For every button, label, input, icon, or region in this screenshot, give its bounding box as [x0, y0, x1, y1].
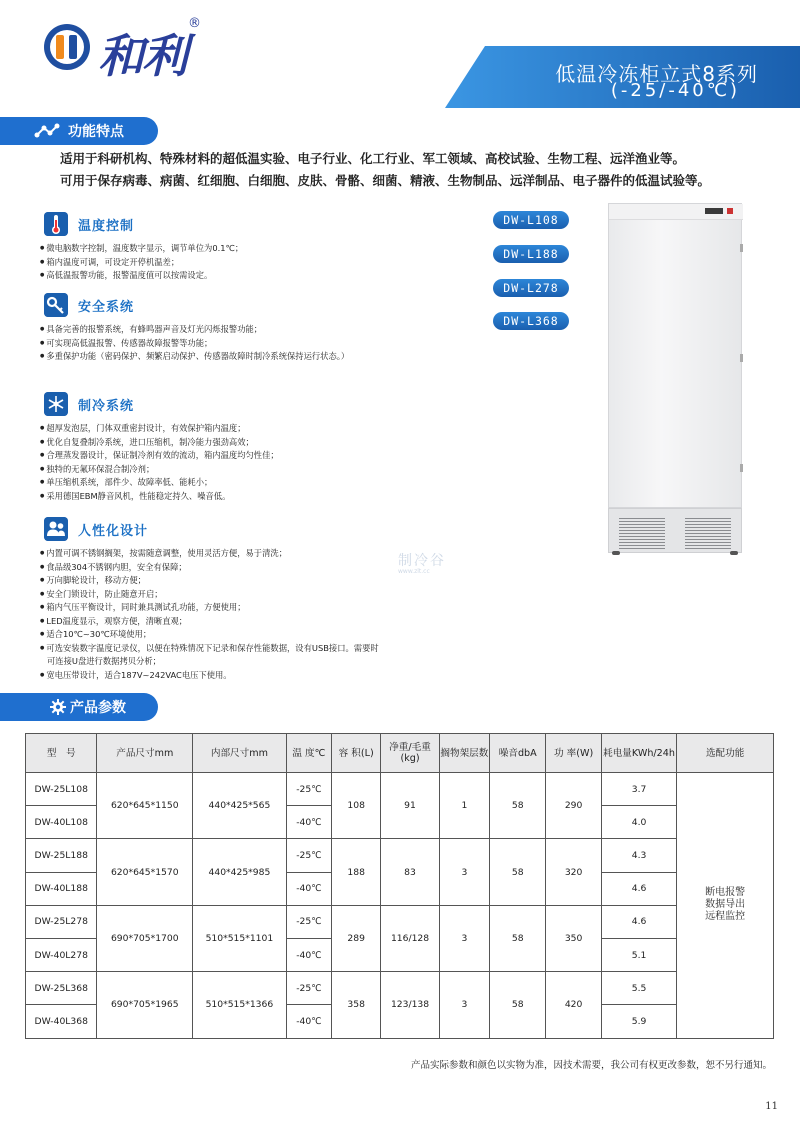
list-item: ● 超厚发泡层，门体双重密封设计，有效保护箱内温度； [40, 422, 380, 436]
cell-power: 290 [546, 773, 601, 839]
feature-title: 制冷系统 [78, 399, 135, 414]
cell-model: DW-40L278 [26, 938, 97, 971]
freezer-power-button [727, 208, 733, 214]
list-item: ● 高低温报警功能，报警温度值可以按需设定。 [40, 269, 380, 283]
cell-model: DW-40L108 [26, 806, 97, 839]
cell-energy: 5.5 [601, 972, 677, 1005]
feature-title: 温度控制 [78, 219, 135, 234]
cell-outer-size: 620*645*1570 [97, 839, 193, 905]
cell-volume: 188 [332, 839, 381, 905]
cell-inner-size: 440*425*565 [193, 773, 287, 839]
list-item: ● 内置可调不锈钢搁架，按需随意调整，使用灵活方便，易于清洗； [40, 547, 380, 561]
cell-temp: -40℃ [286, 938, 331, 971]
list-item: ● 箱内温度可调，可设定开停机温差； [40, 256, 380, 270]
cell-temp: -25℃ [286, 839, 331, 872]
cell-outer-size: 690*705*1965 [97, 972, 193, 1038]
list-item: ● 可实现高低温报警、传感器故障报警等功能； [40, 337, 380, 351]
list-item: ● 食品级304不锈钢内胆，安全有保障； [40, 561, 380, 575]
product-params-table [25, 733, 774, 1039]
door-hinge [740, 354, 743, 362]
column-header: 选配功能 [677, 734, 774, 773]
column-header: 内部尺寸mm [193, 734, 287, 773]
cell-temp: -40℃ [286, 1005, 331, 1038]
section-header-params [0, 693, 158, 721]
feature-list [40, 242, 380, 283]
column-header: 功 率(W) [546, 734, 601, 773]
list-item: ● 微电脑数字控制，温度数字显示，调节单位为0.1℃； [40, 242, 380, 256]
watermark-url: www.zlt.cc [398, 568, 430, 575]
list-item: ● 单压缩机系统，部件少、故障率低、能耗小； [40, 476, 380, 490]
list-item: ● 多重保护功能（密码保护、频繁启动保护、传感器故障时制冷系统保持运行状态。） [40, 350, 380, 364]
feature-user-design [40, 517, 380, 682]
cell-model: DW-40L188 [26, 872, 97, 905]
cell-outer-size: 620*645*1150 [97, 773, 193, 839]
list-item: ● 合理蒸发器设计，保证制冷剂有效的流动，箱内温度均匀性佳； [40, 449, 380, 463]
cell-energy: 4.0 [601, 806, 677, 839]
cell-temp: -25℃ [286, 905, 331, 938]
page-title: 低温冷冻柜立式8系列 [555, 62, 758, 86]
model-badge: DW-L278 [493, 279, 569, 297]
feature-list [40, 422, 380, 503]
list-item: ● LED温度显示，观察方便，清晰直观； [40, 615, 380, 629]
column-header: 耗电量KWh/24h [601, 734, 677, 773]
cell-shelves: 3 [439, 972, 489, 1038]
list-item: ● 独特的无氟环保混合制冷剂； [40, 463, 380, 477]
intro-line-2: 可用于保存病毒、病菌、红细胞、白细胞、皮肤、骨骼、细菌、精液、生物制品、远洋制品、电子器件的低温试验等。 [60, 173, 711, 188]
section-title-params: 产品参数 [70, 700, 126, 716]
footnote: 产品实际参数和颜色以实物为准，因技术需要，我公司有权更改参数，恕不另行通知。 [410, 1060, 772, 1071]
list-item: ● 万向脚轮设计，移动方便； [40, 574, 380, 588]
model-badge: DW-L188 [493, 245, 569, 263]
cell-shelves: 1 [439, 773, 489, 839]
registered-mark: ® [188, 16, 201, 31]
feature-title-row [40, 517, 380, 543]
cell-temp: -25℃ [286, 972, 331, 1005]
page-number: 11 [765, 1101, 778, 1112]
cell-inner-size: 510*515*1366 [193, 972, 287, 1038]
cell-weight: 91 [381, 773, 439, 839]
feature-safety-system [40, 293, 380, 364]
section-title-features: 功能特点 [68, 124, 124, 140]
cell-inner-size: 440*425*985 [193, 839, 287, 905]
key-icon [44, 293, 68, 317]
intro-line-1: 适用于科研机构、特殊材料的超低温实验、电子行业、化工行业、军工领域、高校试验、生物工程、远洋渔业等。 [60, 151, 686, 166]
door-hinge [740, 244, 743, 252]
freezer-display [705, 208, 723, 214]
cell-noise: 58 [490, 839, 546, 905]
table-row [26, 972, 774, 1005]
cell-energy: 4.6 [601, 905, 677, 938]
feature-refrigeration-system [40, 392, 380, 503]
table-row [26, 839, 774, 872]
feature-title-row [40, 293, 380, 319]
feature-title: 人性化设计 [78, 524, 149, 539]
column-header: 温 度℃ [286, 734, 331, 773]
cell-power: 420 [546, 972, 601, 1038]
cell-temp: -40℃ [286, 806, 331, 839]
cell-options [677, 773, 774, 1039]
cell-noise: 58 [490, 773, 546, 839]
cell-model: DW-40L368 [26, 1005, 97, 1038]
cell-temp: -40℃ [286, 872, 331, 905]
list-item: ● 可选安装数字温度记录仪，以便在特殊情况下记录和保存性能数据，设有USB接口。需要时可连接U盘进行数据拷贝分析； [40, 642, 380, 669]
list-item: ● 优化自复叠制冷系统，进口压缩机，制冷能力强劲高效； [40, 436, 380, 450]
door-hinge [740, 464, 743, 472]
brand-logo-icon [42, 22, 92, 72]
model-badge: DW-L108 [493, 211, 569, 229]
feature-title-row [40, 392, 380, 418]
cell-volume: 289 [332, 905, 381, 971]
list-item: ● 宽电压带设计，适合187V~242VAC电压下使用。 [40, 669, 380, 683]
freezer-base [608, 508, 742, 553]
column-header: 型 号 [26, 734, 97, 773]
snowflake-icon [44, 392, 68, 416]
cell-model: DW-25L368 [26, 972, 97, 1005]
cell-noise: 58 [490, 972, 546, 1038]
caster-wheel [612, 551, 620, 555]
table-row [26, 905, 774, 938]
feature-temperature-control [40, 212, 380, 283]
freezer-product-image [608, 203, 742, 553]
cell-outer-size: 690*705*1700 [97, 905, 193, 971]
cell-energy: 3.7 [601, 773, 677, 806]
cell-energy: 4.6 [601, 872, 677, 905]
cell-energy: 5.1 [601, 938, 677, 971]
table-header-row [26, 734, 774, 773]
gear-icon [50, 699, 66, 715]
cell-shelves: 3 [439, 905, 489, 971]
cell-weight: 116/128 [381, 905, 439, 971]
cell-power: 350 [546, 905, 601, 971]
cell-weight: 83 [381, 839, 439, 905]
vent-grille [685, 517, 731, 549]
cell-power: 320 [546, 839, 601, 905]
column-header: 产品尺寸mm [97, 734, 193, 773]
vent-grille [619, 517, 665, 549]
cell-model: DW-25L278 [26, 905, 97, 938]
thermometer-icon [44, 212, 68, 236]
list-item: ● 适合10℃~30℃环境使用； [40, 628, 380, 642]
cell-volume: 108 [332, 773, 381, 839]
freezer-control-panel [609, 204, 743, 220]
section-header-features [0, 117, 158, 145]
feature-list [40, 547, 380, 682]
feature-list [40, 323, 380, 364]
intro-text [60, 148, 760, 192]
caster-wheel [730, 551, 738, 555]
freezer-door [608, 203, 742, 508]
page-subtitle: (-25/-40℃) [610, 80, 740, 101]
list-item: ● 安全门锁设计，防止随意开启； [40, 588, 380, 602]
chart-trend-icon [34, 123, 60, 139]
list-item: ● 具备完善的报警系统，有蜂鸣器声音及灯光闪烁报警功能； [40, 323, 380, 337]
users-icon [44, 517, 68, 541]
cell-energy: 5.9 [601, 1005, 677, 1038]
cell-volume: 358 [332, 972, 381, 1038]
table-row [26, 773, 774, 806]
cell-shelves: 3 [439, 839, 489, 905]
cell-model: DW-25L108 [26, 773, 97, 806]
list-item: ● 箱内气压平衡设计，同时兼具测试孔功能，方便使用； [40, 601, 380, 615]
column-header: 容 积(L) [332, 734, 381, 773]
cell-inner-size: 510*515*1101 [193, 905, 287, 971]
cell-temp: -25℃ [286, 773, 331, 806]
cell-model: DW-25L188 [26, 839, 97, 872]
feature-title-row [40, 212, 380, 238]
column-header: 净重/毛重(kg) [381, 734, 439, 773]
model-badge: DW-L368 [493, 312, 569, 330]
options-text: 断电报警 数据导出 远程监控 [705, 887, 746, 923]
watermark: 制冷谷 [398, 553, 446, 569]
list-item: ● 采用德国EBM静音风机，性能稳定持久、噪音低。 [40, 490, 380, 504]
brand-name: 和利 [98, 29, 186, 83]
brand-logo [42, 16, 202, 83]
column-header: 搁物架层数 [439, 734, 489, 773]
cell-energy: 4.3 [601, 839, 677, 872]
column-header: 噪音dbA [490, 734, 546, 773]
feature-title: 安全系统 [78, 300, 135, 315]
cell-weight: 123/138 [381, 972, 439, 1038]
cell-noise: 58 [490, 905, 546, 971]
